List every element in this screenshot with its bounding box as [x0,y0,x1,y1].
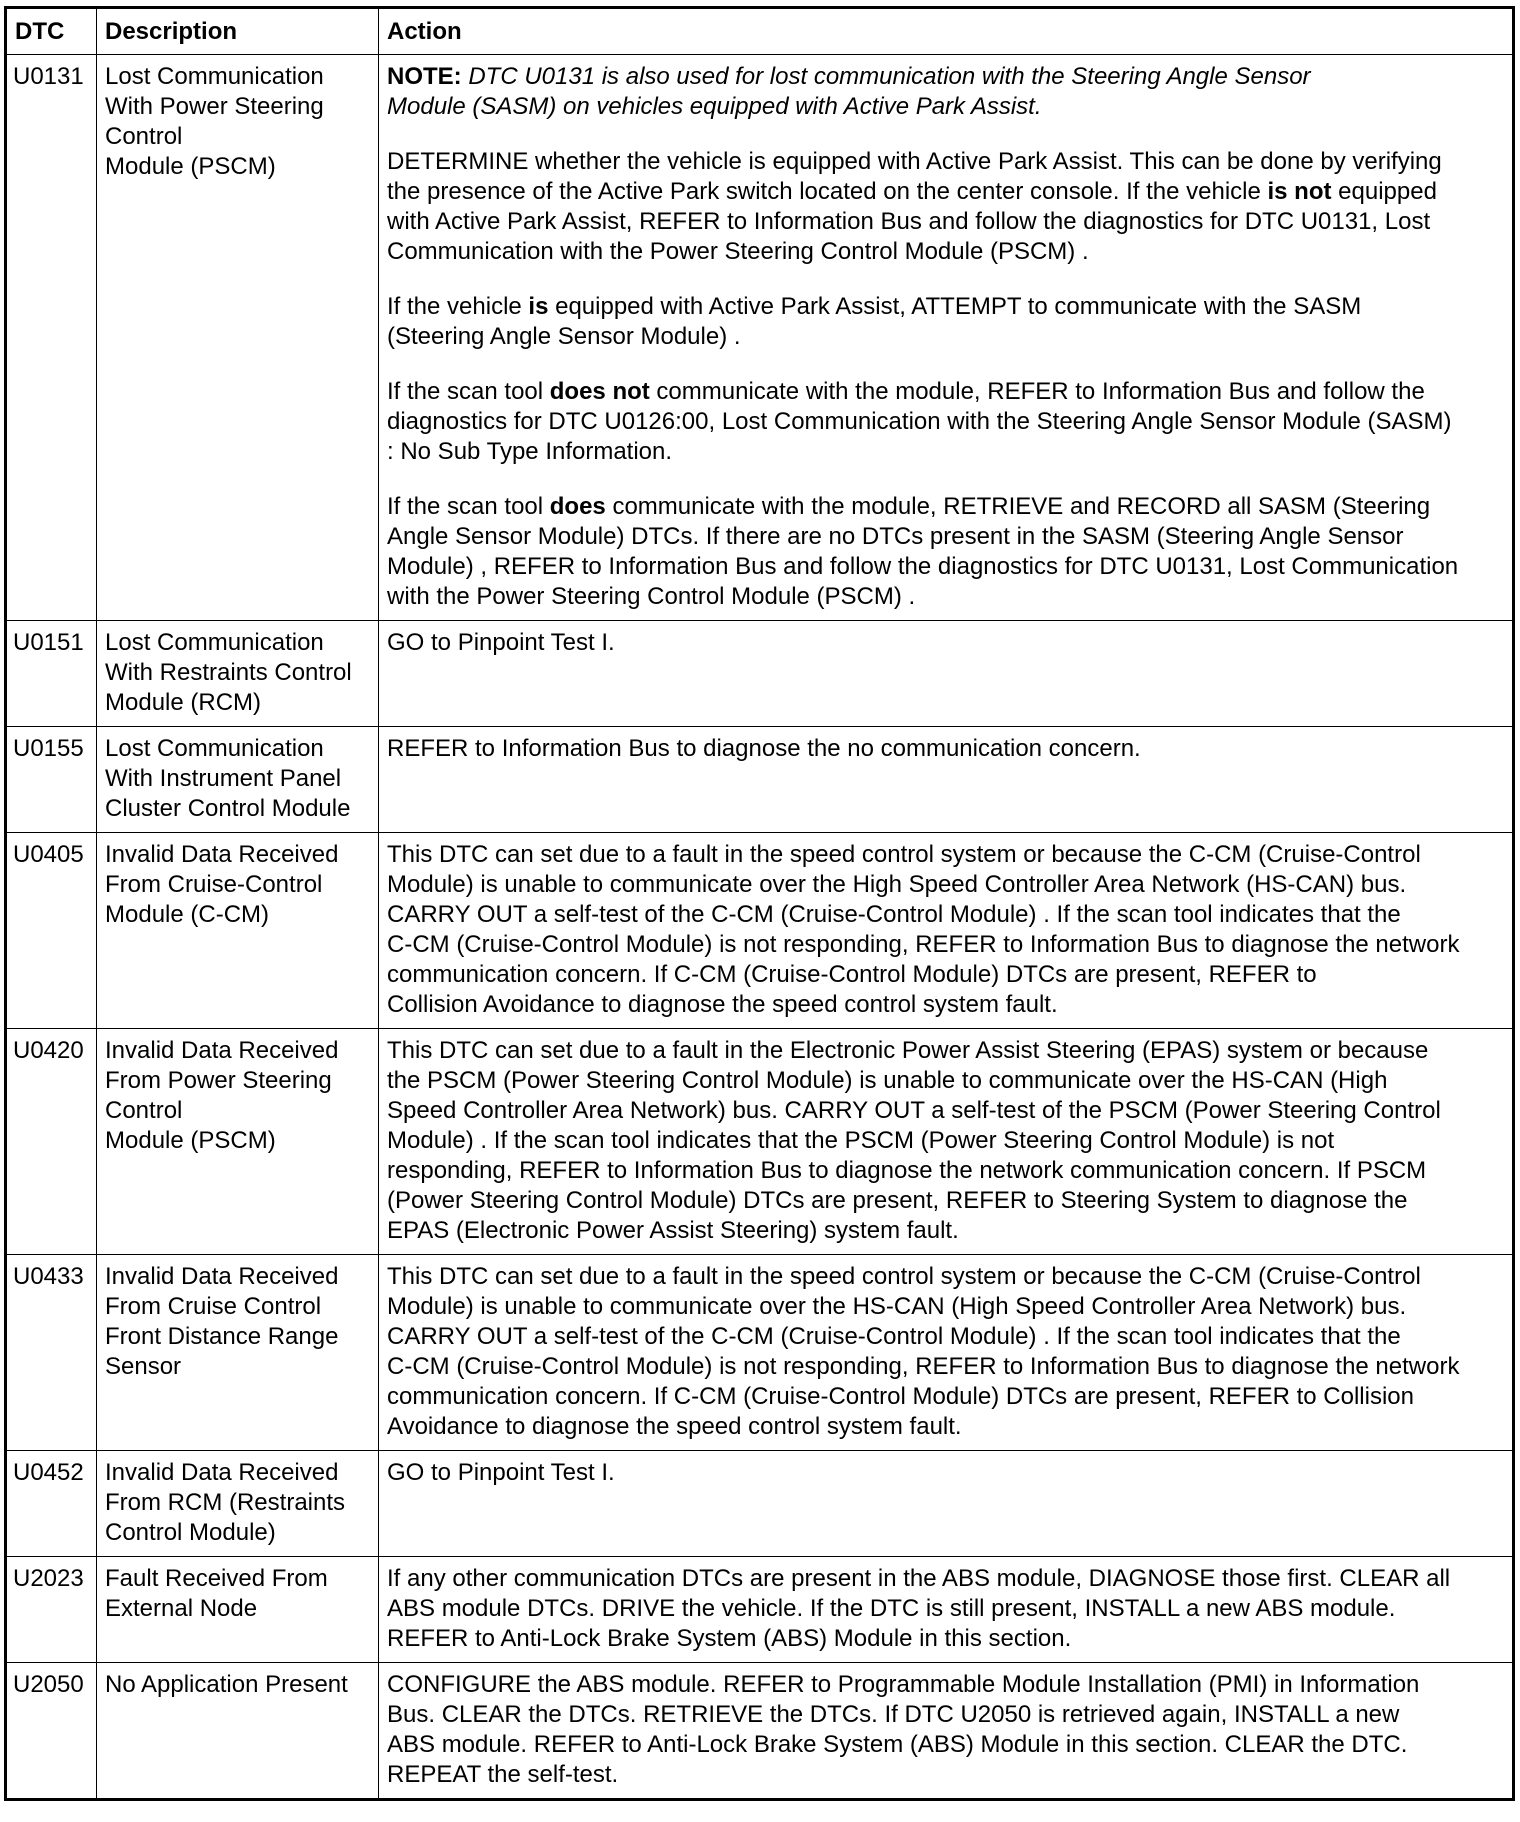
action-paragraph [387,377,1504,467]
header-dtc: DTC [6,8,97,55]
table-header-row [6,8,1514,55]
table-row [6,1029,1514,1255]
note-text: DTC U0131 is also used for lost communication with the Steering Angle Sensor Module (SASM) on vehicles equipped with Active Park Assist. [387,63,1311,120]
emphasis-text: does not [549,378,650,405]
dtc-action: If any other communication DTCs are present in the ABS module, DIAGNOSE those first. CLEAR all ABS module DTCs. DRIVE the vehicle. If the DTC is still present, INSTALL a new ABS module. REFER to Anti-Lock Brake System (ABS) Module in this section. [379,1557,1514,1663]
text-run: equipped with Active Park Assist, REFER to Information Bus and follow the diagnostics for DTC U0131, Lost Communication with the Power Steering Control Module (PSCM) . [387,178,1437,265]
note-label: NOTE: [387,63,462,90]
table-row [6,621,1514,727]
table-row [6,727,1514,833]
dtc-description: Lost Communication With Power Steering Control Module (PSCM) [97,55,379,621]
dtc-code: U0433 [6,1255,97,1451]
table-row [6,1663,1514,1800]
dtc-description: Invalid Data Received From RCM (Restraints Control Module) [97,1451,379,1557]
note-paragraph [387,62,1504,122]
dtc-code: U0420 [6,1029,97,1255]
dtc-code: U2050 [6,1663,97,1800]
dtc-action: CONFIGURE the ABS module. REFER to Programmable Module Installation (PMI) in Information Bus. CLEAR the DTCs. RETRIEVE the DTCs. If DTC U2050 is retrieved again, INSTALL a new ABS module. REFER to Anti-Lock Brake System (ABS) Module in this section. CLEAR the DTC. REPEAT the self-test. [379,1663,1514,1800]
dtc-description: Invalid Data Received From Cruise-Control Module (C-CM) [97,833,379,1029]
table-row [6,1451,1514,1557]
text-run: DETERMINE whether the vehicle is equipped with Active Park Assist. This can be done by verifying the presence of the Active Park switch located on the center console. If the vehicle [387,148,1442,205]
table-row [6,1557,1514,1663]
dtc-action: GO to Pinpoint Test I. [379,1451,1514,1557]
dtc-action: This DTC can set due to a fault in the Electronic Power Assist Steering (EPAS) system or because the PSCM (Power Steering Control Module) is unable to communicate over the HS-CAN (High Speed Controller Area Network) bus. CARRY OUT a self-test of the PSCM (Power Steering Control Module) . If the scan tool indicates that the PSCM (Power Steering Control Module) is not responding, REFER to Information Bus to diagnose the network communication concern. If PSCM (Power Steering Control Module) DTCs are present, REFER to Steering System to diagnose the EPAS (Electronic Power Assist Steering) system fault. [379,1029,1514,1255]
text-run: equipped with Active Park Assist, ATTEMPT to communicate with the SASM (Steering Angle Sensor Module) . [387,293,1362,350]
dtc-action: This DTC can set due to a fault in the speed control system or because the C-CM (Cruise-Control Module) is unable to communicate over the High Speed Controller Area Network (HS-CAN) bus. CARRY OUT a self-test of the C-CM (Cruise-Control Module) . If the scan tool indicates that the C-CM (Cruise-Control Module) is not responding, REFER to Information Bus to diagnose the network communication concern. If C-CM (Cruise-Control Module) DTCs are present, REFER to Collision Avoidance to diagnose the speed control system fault. [379,833,1514,1029]
dtc-code: U0155 [6,727,97,833]
dtc-action: REFER to Information Bus to diagnose the no communication concern. [379,727,1514,833]
dtc-description: Lost Communication With Restraints Control Module (RCM) [97,621,379,727]
dtc-description: No Application Present [97,1663,379,1800]
action-paragraph [387,492,1504,612]
dtc-code: U2023 [6,1557,97,1663]
dtc-action [379,55,1514,621]
dtc-table [4,6,1515,1801]
action-paragraph [387,292,1504,352]
table-row [6,1255,1514,1451]
text-run: If the vehicle [387,293,529,320]
emphasis-text: is not [1267,178,1332,205]
dtc-code: U0452 [6,1451,97,1557]
dtc-action: GO to Pinpoint Test I. [379,621,1514,727]
text-run: communicate with the module, RETRIEVE and RECORD all SASM (Steering Angle Sensor Module) DTCs. If there are no DTCs present in the SASM (Steering Angle Sensor Module) , REFER to Information Bus and follow the diagnostics for DTC U0131, Lost Communication with the Power Steering Control Module (PSCM) . [387,493,1459,610]
dtc-code: U0405 [6,833,97,1029]
text-run: If the scan tool [387,378,550,405]
dtc-description: Invalid Data Received From Power Steering Control Module (PSCM) [97,1029,379,1255]
dtc-code: U0151 [6,621,97,727]
emphasis-text: is [528,293,549,320]
dtc-action: This DTC can set due to a fault in the speed control system or because the C-CM (Cruise-Control Module) is unable to communicate over the HS-CAN (High Speed Controller Area Network) bus. CARRY OUT a self-test of the C-CM (Cruise-Control Module) . If the scan tool indicates that the C-CM (Cruise-Control Module) is not responding, REFER to Information Bus to diagnose the network communication concern. If C-CM (Cruise-Control Module) DTCs are present, REFER to Collision Avoidance to diagnose the speed control system fault. [379,1255,1514,1451]
dtc-description: Fault Received From External Node [97,1557,379,1663]
header-description: Description [97,8,379,55]
header-action: Action [379,8,1514,55]
table-row [6,833,1514,1029]
dtc-description: Lost Communication With Instrument Panel Cluster Control Module [97,727,379,833]
action-paragraph [387,147,1504,267]
text-run: communicate with the module, REFER to Information Bus and follow the diagnostics for DTC U0126:00, Lost Communication with the Steering Angle Sensor Module (SASM) : No Sub Type Information. [387,378,1452,465]
table-row [6,55,1514,621]
dtc-code: U0131 [6,55,97,621]
emphasis-text: does [549,493,606,520]
dtc-description: Invalid Data Received From Cruise Control Front Distance Range Sensor [97,1255,379,1451]
text-run: If the scan tool [387,493,550,520]
